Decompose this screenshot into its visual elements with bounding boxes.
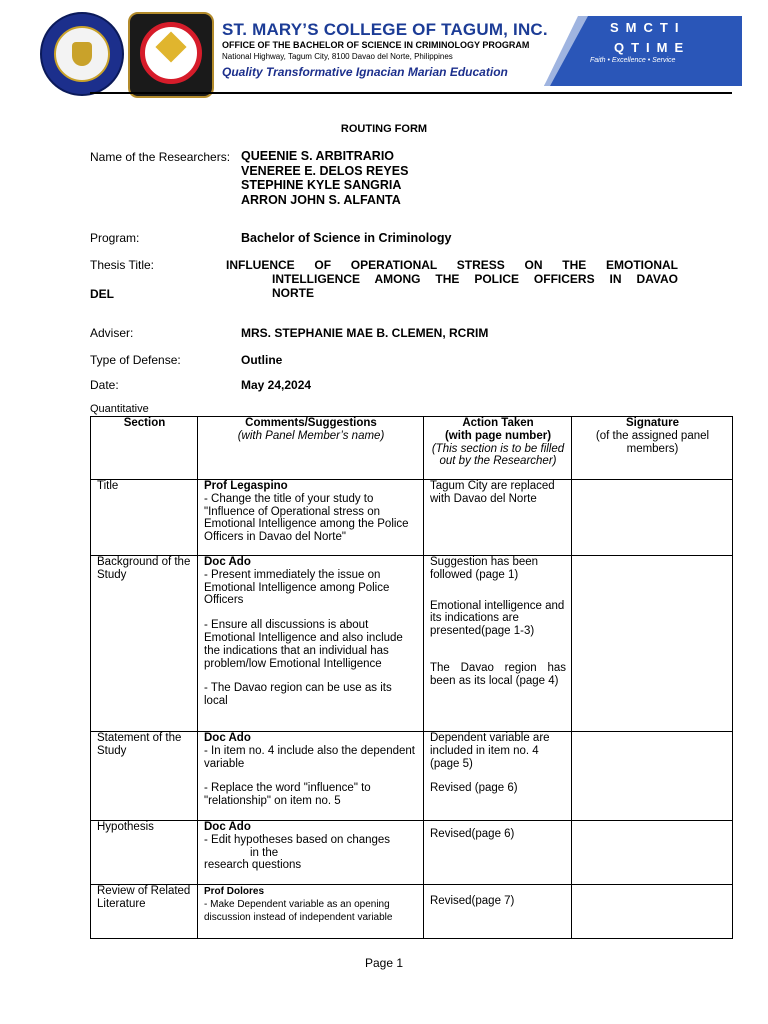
cell-comments: Doc Ado - Present immediately the issue on Emotional Intelligence among Police Officers - Ensure all discussions is about Emotional Intelligence and also include the indications that an individual has problem/low Emotional Intelligence - The Davao region can be use as its local (198, 556, 424, 732)
thesis-label: Thesis Title: (90, 258, 155, 272)
cell-section: Review of Related Literature (91, 885, 198, 939)
cell-section: Statement of the Study (91, 732, 198, 821)
banner-line-2: QTIME (614, 40, 691, 55)
header-action: Action Taken (with page number) (This section is to be filled out by the Researcher) (424, 417, 572, 480)
cell-comments: Doc Ado - In item no. 4 include also the dependent variable - Replace the word "influence" to "relationship" on item no. 5 (198, 732, 424, 821)
researcher-name: VENEREE E. DELOS REYES (241, 163, 409, 178)
cell-action: Revised(page 7) (424, 885, 572, 939)
banner-line-1: SMCTI (610, 20, 686, 35)
thesis-title-del: DEL (90, 287, 114, 301)
date-label: Date: (90, 378, 119, 392)
header-signature: Signature (of the assigned panel members) (572, 417, 733, 480)
adviser-label: Adviser: (90, 326, 134, 340)
routing-table (90, 416, 733, 939)
table-row (91, 732, 733, 821)
cell-signature[interactable] (572, 480, 733, 556)
table-row (91, 480, 733, 556)
defense-value: Outline (241, 353, 283, 367)
cell-signature[interactable] (572, 556, 733, 732)
college-motto: Quality Transformative Ignacian Marian Education (222, 65, 508, 79)
college-address: National Highway, Tagum City, 8100 Davao del Norte, Philippines (222, 52, 453, 61)
table-row (91, 556, 733, 732)
cell-signature[interactable] (572, 885, 733, 939)
cell-section: Background of the Study (91, 556, 198, 732)
office-name: OFFICE OF THE BACHELOR OF SCIENCE IN CRIMINOLOGY PROGRAM (222, 40, 530, 50)
cell-comments: Doc Ado - Edit hypotheses based on changes in the research questions (198, 821, 424, 885)
header-divider (90, 92, 732, 94)
criminology-program-logo (128, 12, 214, 98)
researchers-label: Name of the Researchers: (90, 150, 231, 164)
college-seal-logo (40, 12, 124, 96)
thesis-title-line-1: INFLUENCE OF OPERATIONAL STRESS ON THE EMOTIONAL (226, 258, 678, 272)
program-value: Bachelor of Science in Criminology (241, 231, 452, 245)
adviser-value: MRS. STEPHANIE MAE B. CLEMEN, RCRIM (241, 326, 489, 340)
thesis-title-line-2: INTELLIGENCE AMONG THE POLICE OFFICERS IN DAVAO (272, 272, 678, 286)
thesis-title-line-3: NORTE (272, 286, 314, 300)
researcher-name: QUEENIE S. ARBITRARIO (241, 149, 395, 163)
cell-section: Title (91, 480, 198, 556)
table-row (91, 821, 733, 885)
defense-label: Type of Defense: (90, 353, 181, 367)
page-number: Page 1 (364, 956, 404, 970)
researchers-list (241, 149, 408, 207)
cell-section: Hypothesis (91, 821, 198, 885)
college-name: ST. MARY’S COLLEGE OF TAGUM, INC. (222, 20, 548, 39)
cell-action: Dependent variable are included in item no. 4 (page 5) Revised (page 6) (424, 732, 572, 821)
cell-signature[interactable] (572, 821, 733, 885)
header-section: Section (91, 417, 198, 480)
date-value: May 24,2024 (241, 378, 312, 392)
table-row (91, 885, 733, 939)
cell-action: Tagum City are replaced with Davao del Norte (424, 480, 572, 556)
form-title: ROUTING FORM (340, 123, 428, 135)
cell-action: Suggestion has been followed (page 1) Emotional intelligence and its indications are presented(page 1-3) The Davao region has been as its local (page 4) (424, 556, 572, 732)
cell-signature[interactable] (572, 732, 733, 821)
header-comments: Comments/Suggestions (with Panel Member’s name) (198, 417, 424, 480)
researcher-name: STEPHINE KYLE SANGRIA (241, 178, 402, 192)
cell-comments: Prof Dolores - Make Dependent variable as an opening discussion instead of independent variable (198, 885, 424, 939)
cell-action: Revised(page 6) (424, 821, 572, 885)
banner-tagline: Faith • Excellence • Service (590, 57, 676, 64)
cell-comments: Prof Legaspino - Change the title of your study to "Influence of Operational stress on Emotional Intelligence among the Police Officers in Davao del Norte" (198, 480, 424, 556)
researcher-name: ARRON JOHN S. ALFANTA (241, 192, 401, 207)
program-label: Program: (90, 231, 140, 245)
table-header-row (91, 417, 733, 480)
quantitative-label: Quantitative (90, 403, 149, 415)
